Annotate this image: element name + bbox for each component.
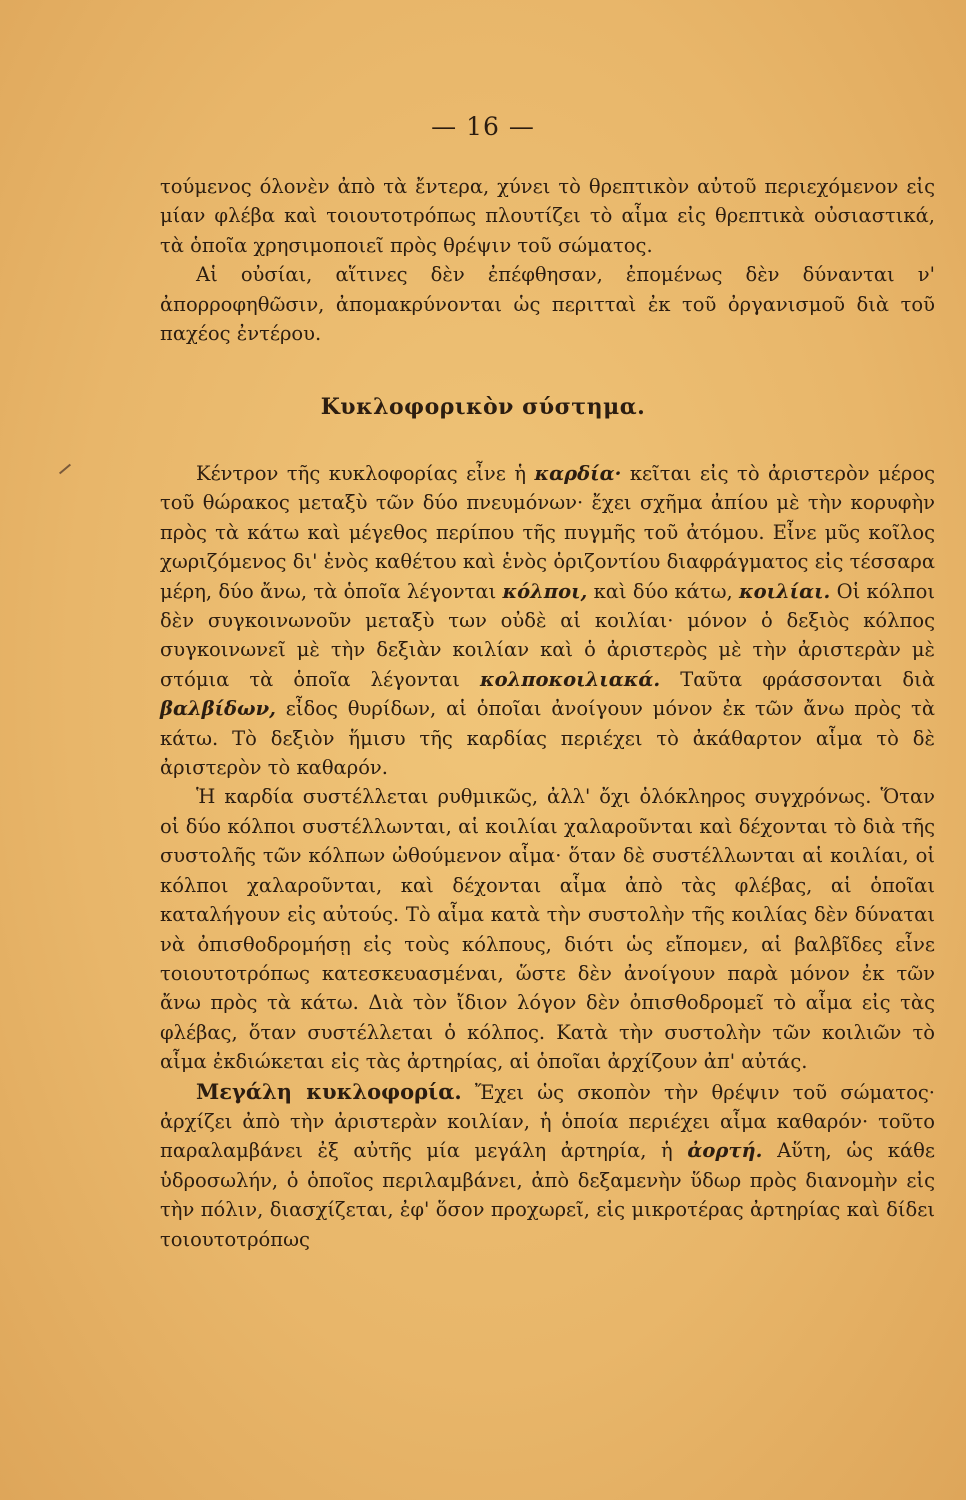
paragraph-heart-contraction: Ἡ καρδία συστέλλεται ρυθμικῶς, ἀλλ' ὄχι ὁλόκληρος συγχρόνως. Ὅταν οἱ δύο κόλποι συστέλλωνται, αἱ κοιλίαι χαλαροῦνται καὶ δέχονται τὸ διὰ τῆς συστολῆς τῶν κόλπων ὠθούμενον αἷμα· ὅταν δὲ συστέλλωνται αἱ κοιλίαι, οἱ κόλποι χαλαροῦνται, καὶ δέχονται αἷμα ἀπὸ τὰς φλέβας, αἱ ὁποῖαι καταλήγουν εἰς αὐτούς. Τὸ αἷμα κατὰ τὴν συστολὴν τῆς κοιλίας δὲν δύναται νὰ ὀπισθοδρομήσῃ εἰς τοὺς κόλπους, διότι ὡς εἴπομεν, αἱ βαλβῖδες εἶνε τοιουτοτρόπως κατεσκευασμέναι, ὥστε δὲν ἀνοίγουν παρὰ μόνον ἐκ τῶν ἄνω πρὸς τὰ κάτω. Διὰ τὸν ἴδιον λόγον δὲν ὀπισθοδρομεῖ τὸ αἷμα εἰς τὰς φλέβας, ὅταν συστέλλεται ὁ κόλπος. Κατὰ τὴν συστολὴν τῶν κοιλιῶν τὸ αἷμα ἐκδιώκεται εἰς τὰς ἀρτηρίας, αἱ ὁποῖαι ἀρχίζουν ἀπ' αὐτάς. — [160, 785, 935, 1074]
page-number: — 16 — — [431, 112, 535, 141]
text-block-circulation — [160, 459, 935, 1254]
term-atria: κόλποι, — [502, 579, 588, 603]
paragraph-digestion-end: τούμενος όλονὲν ἀπὸ τὰ ἔντερα, χύνει τὸ θρεπτικὸν αὐτοῦ περιεχόμενον εἰς μίαν φλέβα καὶ τοιουτοτρόπως πλουτίζει τὸ αἷμα εἰς θρεπτικὰ οὐσιαστικά, τὰ ὁποῖα χρησιμοποιεῖ πρὸς θρέψιν τοῦ σώματος. — [160, 175, 935, 257]
term-atrioventricular: κολποκοιλιακά. — [479, 667, 661, 691]
section-heading: Κυκλοφορικὸν σύστημα. — [320, 394, 646, 420]
paragraph-waste-removal: Αἱ οὐσίαι, αἵτινες δὲν ἐπέφθησαν, ἐπομένως δὲν δύνανται ν' ἀπορροφηθῶσιν, ἀπομακρύνονται ὡς περιτταὶ ἐκ τοῦ ὀργανισμοῦ διὰ τοῦ παχέος ἐντέρου. — [160, 263, 935, 346]
text-block-top — [160, 172, 935, 348]
run-in-heading: Μεγάλη κυκλοφορία. — [196, 1078, 462, 1104]
term-ventricles: κοιλίαι. — [738, 579, 831, 603]
term-heart: καρδία· — [534, 462, 622, 485]
term-aorta: ἀορτή. — [687, 1139, 763, 1163]
term-valves: βαλβίδων, — [160, 697, 276, 721]
paragraph-heart: Κέντρον τῆς κυκλοφορίας εἶνε ἡ καρδία· κεῖται εἰς τὸ ἀριστερὸν μέρος τοῦ θώρακος μεταξὺ τῶν δύο πνευμόνων· ἔχει σχῆμα ἀπίου μὲ τὴν κορυφὴν πρὸς τὰ κάτω καὶ μέγεθος περίπου τῆς πυγμῆς τοῦ ἀτόμου. Εἶνε μῦς κοῖλος χωριζόμενος δι' ἑνὸς καθέτου καὶ ἑνὸς ὁριζοντίου διαφράγματος εἰς τέσσαρα μέρη, δύο ἄνω, τὰ ὁποῖα λέγονται κόλποι, καὶ δύο κάτω, κοιλίαι. Οἱ κόλποι δὲν συγκοινωνοῦν μεταξὺ των οὐδὲ αἱ κοιλίαι· μόνον ὁ δεξιὸς κόλπος συγκοινωνεῖ μὲ τὴν δεξιὰν κοιλίαν καὶ ὁ ἀριστερὸς μὲ τὴν ἀριστερὰν μὲ στόμια τὰ ὁποῖα λέγονται κολποκοιλιακά. Ταῦτα φράσσονται διὰ βαλβίδων, εἶδος θυρίδων, αἱ ὁποῖαι ἀνοίγουν μόνον ἐκ τῶν ἄνω πρὸς τὰ κάτω. Τὸ δεξιὸν ἥμισυ τῆς καρδίας περιέχει τὸ ἀκάθαρτον αἷμα τὸ δὲ ἀριστερὸν τὸ καθαρόν. — [160, 462, 935, 780]
paragraph-systemic-circulation: Μεγάλη κυκλοφορία. Ἔχει ὡς σκοπὸν τὴν θρέψιν τοῦ σώματος· ἀρχίζει ἀπὸ τὴν ἀριστερὰν κοιλίαν, ἡ ὁποία περιέχει αἷμα καθαρόν· τοῦτο παραλαμβάνει ἐξ αὐτῆς μία μεγάλη ἀρτηρία, ἡ ἀορτή. Αὕτη, ὡς κάθε ὑδροσωλήν, ὁ ὁποῖος περιλαμβάνει, ἀπὸ δεξαμενὴν ὕδωρ πρὸς διανομὴν εἰς τὴν πόλιν, διασχίζεται, ἐφ' ὅσον προχωρεῖ, εἰς μικροτέρας ἀρτηρίας καὶ δίδει τοιουτοτρόπως — [160, 1078, 935, 1251]
pencil-mark — [59, 464, 71, 475]
